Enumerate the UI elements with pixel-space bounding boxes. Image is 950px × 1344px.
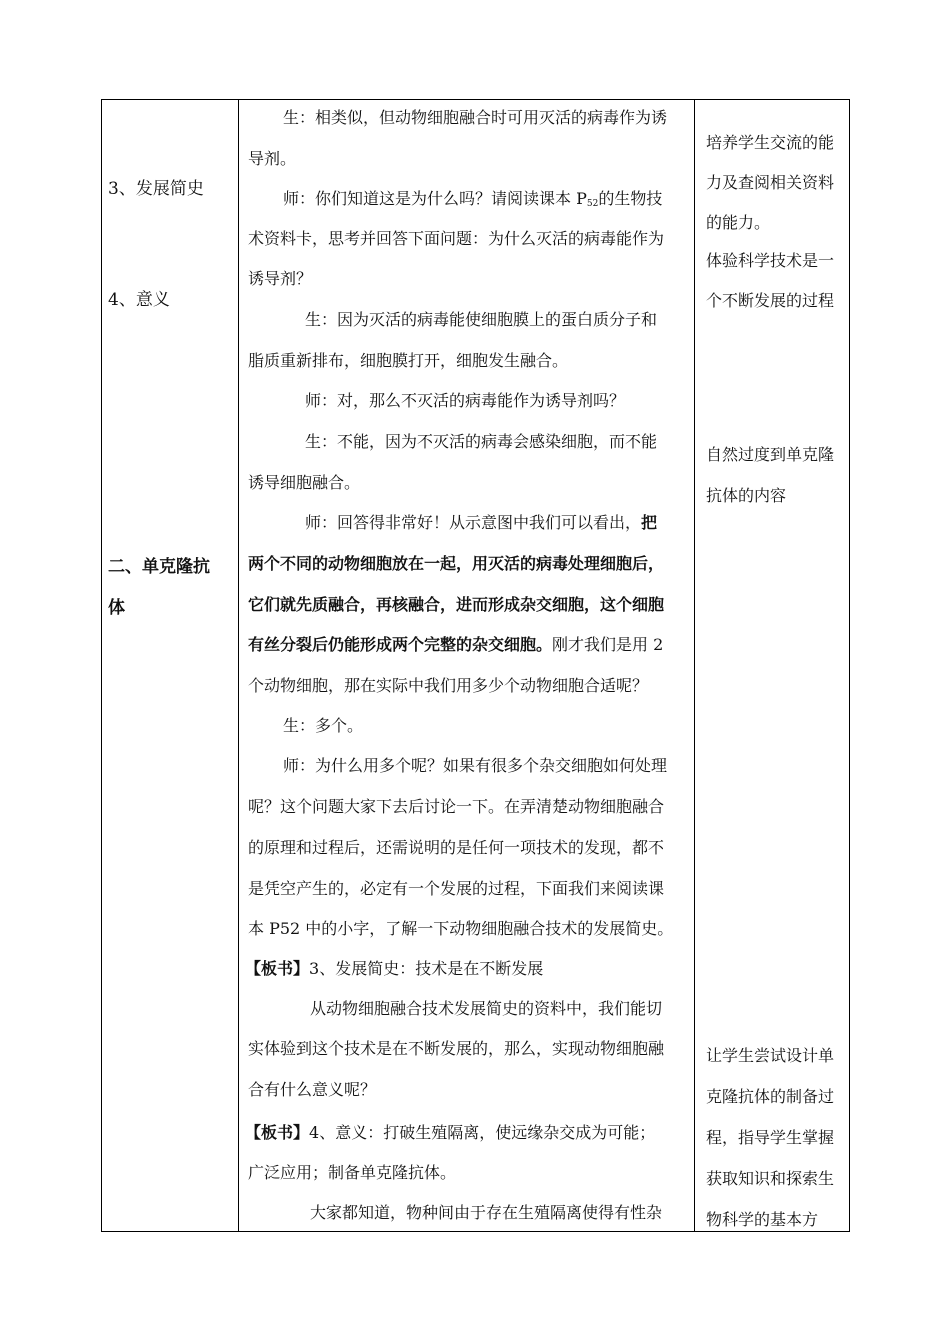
intent-line: 克隆抗体的制备过 bbox=[706, 1087, 835, 1106]
text-line: 生：多个。 bbox=[283, 716, 364, 735]
text-line bbox=[248, 634, 663, 656]
intent-line: 个不断发展的过程 bbox=[706, 291, 835, 310]
blackboard-note-1 bbox=[245, 958, 543, 980]
blackboard-text: 4、意义：打破生殖隔离，使远缘杂交成为可能； bbox=[309, 1123, 656, 1142]
column-divider-left bbox=[238, 100, 239, 1231]
text-line: 导剂。 bbox=[248, 149, 297, 168]
bold-text-segment: 有丝分裂后仍能形成两个完整的杂交细胞。 bbox=[248, 635, 553, 654]
text-line: 脂质重新排布，细胞膜打开，细胞发生融合。 bbox=[248, 351, 569, 370]
bold-text-segment: 把 bbox=[641, 513, 658, 532]
text-line bbox=[305, 512, 657, 534]
intent-line: 让学生尝试设计单 bbox=[706, 1046, 835, 1065]
blackboard-note-2 bbox=[245, 1122, 655, 1144]
text-line: 的原理和过程后，还需说明的是任何一项技术的发现，都不 bbox=[248, 838, 665, 857]
text-line: 生：不能，因为不灭活的病毒会感染细胞，而不能 bbox=[305, 432, 658, 451]
text-line: 诱导细胞融合。 bbox=[248, 473, 361, 492]
text-line: 生：相类似，但动物细胞融合时可用灭活的病毒作为诱 bbox=[283, 108, 668, 127]
intent-line: 抗体的内容 bbox=[706, 486, 787, 505]
text-line: 本 P52 中的小字，了解一下动物细胞融合技术的发展简史。 bbox=[248, 919, 674, 938]
page-subscript: 52 bbox=[586, 199, 599, 209]
intent-line: 体验科学技术是一 bbox=[706, 251, 835, 270]
text-line: 从动物细胞融合技术发展简史的资料中，我们能切 bbox=[310, 999, 663, 1018]
bold-text-line: 它们就先质融合，再核融合，进而形成杂交细胞，这个细胞 bbox=[248, 595, 665, 614]
text-line: 广泛应用；制备单克隆抗体。 bbox=[248, 1163, 457, 1182]
section-heading-line2: 体 bbox=[108, 598, 125, 618]
column-divider-right bbox=[694, 100, 695, 1231]
text-line: 师：对，那么不灭活的病毒能作为诱导剂吗？ bbox=[305, 391, 626, 410]
blackboard-text: 3、发展简史：技术是在不断发展 bbox=[309, 959, 544, 978]
text-line: 个动物细胞，那在实际中我们用多少个动物细胞合适呢？ bbox=[248, 676, 649, 695]
text-line: 大家都知道，物种间由于存在生殖隔离使得有性杂 bbox=[310, 1203, 663, 1222]
text-line: 呢？这个问题大家下去后讨论一下。在弄清楚动物细胞融合 bbox=[248, 797, 665, 816]
text-line: 实体验到这个技术是在不断发展的，那么，实现动物细胞融 bbox=[248, 1039, 665, 1058]
outline-item-4: 4、意义 bbox=[108, 290, 170, 310]
blackboard-label: 【板书】 bbox=[245, 1123, 310, 1142]
blackboard-label: 【板书】 bbox=[245, 959, 310, 978]
text-line: 术资料卡，思考并回答下面问题：为什么灭活的病毒能作为 bbox=[248, 229, 665, 248]
text-line: 师：为什么用多个呢？如果有很多个杂交细胞如何处理 bbox=[283, 756, 668, 775]
intent-line: 自然过度到单克隆 bbox=[706, 445, 835, 464]
text-segment: 的生物技 bbox=[598, 189, 663, 208]
intent-line: 获取知识和探索生 bbox=[706, 1169, 835, 1188]
intent-line: 的能力。 bbox=[706, 213, 771, 232]
intent-line: 物科学的基本方 bbox=[706, 1210, 819, 1229]
text-line: 生：因为灭活的病毒能使细胞膜上的蛋白质分子和 bbox=[305, 310, 658, 329]
intent-line: 程，指导学生掌握 bbox=[706, 1128, 835, 1147]
outline-item-3: 3、发展简史 bbox=[108, 179, 204, 199]
section-heading-line1: 二、单克隆抗 bbox=[108, 557, 210, 577]
text-segment: 师：回答得非常好！从示意图中我们可以看出， bbox=[305, 513, 642, 532]
bold-text-line: 两个不同的动物细胞放在一起，用灭活的病毒处理细胞后， bbox=[248, 554, 665, 573]
intent-line: 力及查阅相关资料 bbox=[706, 173, 835, 192]
text-segment: 刚才我们是用 2 bbox=[552, 635, 664, 654]
text-line: 是凭空产生的，必定有一个发展的过程，下面我们来阅读课 bbox=[248, 879, 665, 898]
text-segment: 师：你们知道这是为什么吗？请阅读课本 P bbox=[283, 189, 587, 208]
intent-line: 培养学生交流的能 bbox=[706, 133, 835, 152]
text-line: 合有什么意义呢？ bbox=[248, 1080, 377, 1099]
text-line: 诱导剂？ bbox=[248, 269, 313, 288]
text-line bbox=[283, 188, 662, 215]
